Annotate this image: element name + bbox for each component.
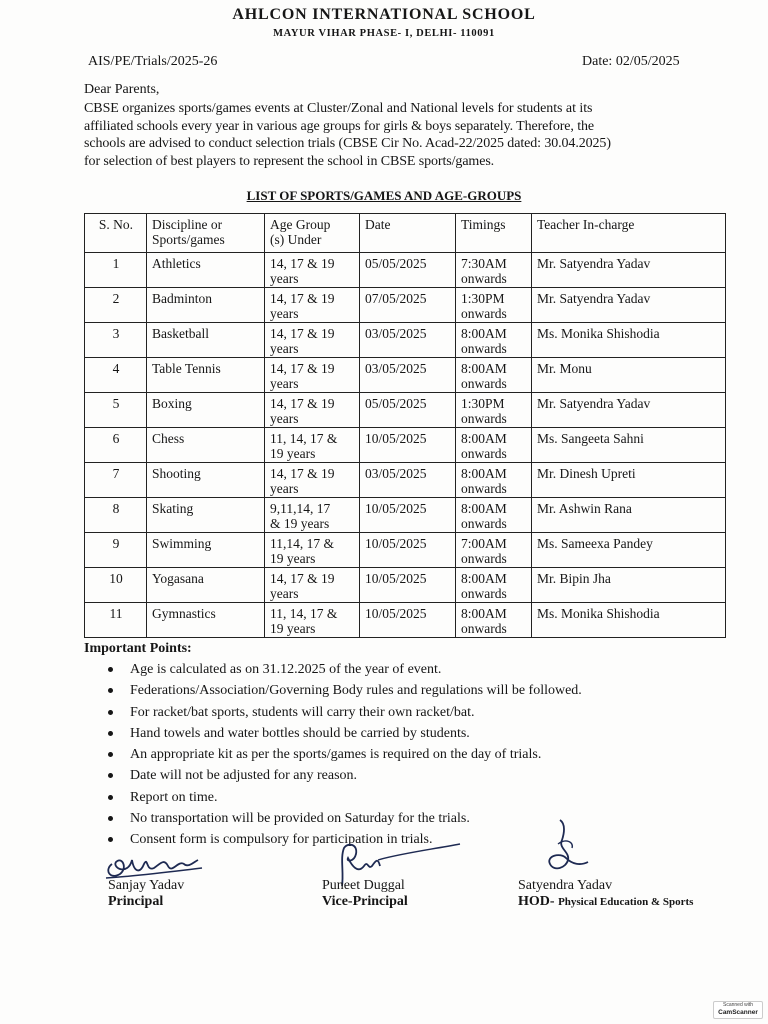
cell-age: [265, 498, 360, 533]
important-points-list: [108, 659, 582, 851]
time-line: 8:00AM: [461, 571, 507, 586]
header-sno: S. No.: [85, 214, 147, 253]
body-paragraph: [84, 100, 710, 170]
cell-date: 03/05/2025: [360, 323, 456, 358]
cell-discipline: Athletics: [147, 253, 265, 288]
list-item: Report on time.: [108, 787, 582, 808]
table-row: [85, 428, 726, 463]
header-discipline-line: Discipline or: [152, 217, 223, 232]
signatory-title: Principal: [108, 894, 164, 909]
age-line: 11, 14, 17 &: [270, 606, 338, 621]
table-row: [85, 288, 726, 323]
cell-timings: [456, 568, 532, 603]
cell-discipline: Gymnastics: [147, 603, 265, 638]
age-line: years: [270, 341, 299, 356]
age-line: years: [270, 271, 299, 286]
age-line: 11,14, 17 &: [270, 536, 334, 551]
signatory-name: Sanjay Yadav: [108, 878, 185, 893]
age-line: 14, 17 & 19: [270, 571, 335, 586]
scanner-brand: CamScanner: [718, 1009, 758, 1016]
document-date: Date: 02/05/2025: [582, 54, 680, 69]
age-line: 19 years: [270, 551, 316, 566]
time-line: 8:00AM: [461, 361, 507, 376]
time-line: 7:00AM: [461, 536, 507, 551]
cell-sno: 11: [85, 603, 147, 638]
cell-teacher: Mr. Satyendra Yadav: [532, 288, 726, 323]
scanner-watermark: [713, 1001, 763, 1019]
cell-age: [265, 323, 360, 358]
time-line: onwards: [461, 586, 507, 601]
age-line: & 19 years: [270, 516, 330, 531]
school-address: MAYUR VIHAR PHASE- I, DELHI- 110091: [273, 28, 495, 39]
header-discipline-line: Sports/games: [152, 232, 225, 247]
time-line: 8:00AM: [461, 326, 507, 341]
cell-discipline: Basketball: [147, 323, 265, 358]
list-item: Consent form is compulsory for participation in trials.: [108, 829, 582, 850]
time-line: onwards: [461, 411, 507, 426]
cell-discipline: Boxing: [147, 393, 265, 428]
time-line: onwards: [461, 481, 507, 496]
header-age-line: Age Group: [270, 217, 331, 232]
age-line: years: [270, 481, 299, 496]
time-line: 7:30AM: [461, 256, 507, 271]
cell-timings: [456, 603, 532, 638]
cell-discipline: Chess: [147, 428, 265, 463]
cell-teacher: Mr. Satyendra Yadav: [532, 253, 726, 288]
body-line: CBSE organizes sports/games events at Cluster/Zonal and National levels for students at its: [84, 101, 593, 116]
cell-age: [265, 463, 360, 498]
table-row: [85, 568, 726, 603]
reference-number: AIS/PE/Trials/2025-26: [88, 54, 218, 69]
cell-age: [265, 253, 360, 288]
age-line: 11, 14, 17 &: [270, 431, 338, 446]
table-row: [85, 463, 726, 498]
cell-date: 03/05/2025: [360, 358, 456, 393]
age-line: 14, 17 & 19: [270, 256, 335, 271]
cell-timings: [456, 463, 532, 498]
time-line: 8:00AM: [461, 431, 507, 446]
cell-discipline: Table Tennis: [147, 358, 265, 393]
list-item: For racket/bat sports, students will carry their own racket/bat.: [108, 702, 582, 723]
cell-date: 03/05/2025: [360, 463, 456, 498]
list-item: Date will not be adjusted for any reason.: [108, 765, 582, 786]
cell-date: 10/05/2025: [360, 498, 456, 533]
cell-sno: 7: [85, 463, 147, 498]
school-name: AHLCON INTERNATIONAL SCHOOL: [232, 6, 536, 23]
cell-sno: 6: [85, 428, 147, 463]
time-line: onwards: [461, 621, 507, 636]
header-discipline: [147, 214, 265, 253]
age-line: years: [270, 586, 299, 601]
cell-sno: 5: [85, 393, 147, 428]
cell-timings: [456, 498, 532, 533]
cell-timings: [456, 393, 532, 428]
header-age-group: [265, 214, 360, 253]
cell-discipline: Skating: [147, 498, 265, 533]
age-line: 9,11,14, 17: [270, 501, 331, 516]
body-line: affiliated schools every year in various age groups for girls & boys separately. Therefore, the: [84, 118, 595, 134]
time-line: 8:00AM: [461, 606, 507, 621]
list-item: Federations/Association/Governing Body rules and regulations will be followed.: [108, 680, 582, 701]
cell-age: [265, 603, 360, 638]
cell-discipline: Swimming: [147, 533, 265, 568]
cell-teacher: Mr. Monu: [532, 358, 726, 393]
signatory-name: Puneet Duggal: [322, 878, 405, 893]
cell-sno: 3: [85, 323, 147, 358]
table-row: [85, 358, 726, 393]
signatory-principal: [108, 878, 184, 910]
age-line: 14, 17 & 19: [270, 326, 335, 341]
cell-date: 10/05/2025: [360, 603, 456, 638]
cell-date: 05/05/2025: [360, 393, 456, 428]
hod-signature-icon: [536, 816, 596, 878]
cell-sno: 2: [85, 288, 147, 323]
signatory-title: HOD-: [518, 894, 555, 909]
cell-sno: 1: [85, 253, 147, 288]
table-row: [85, 603, 726, 638]
time-line: onwards: [461, 306, 507, 321]
time-line: onwards: [461, 271, 507, 286]
table-row: [85, 533, 726, 568]
cell-date: 05/05/2025: [360, 253, 456, 288]
list-item: An appropriate kit as per the sports/games is required on the day of trials.: [108, 744, 582, 765]
cell-teacher: Mr. Dinesh Upreti: [532, 463, 726, 498]
signatory-title-line: [518, 894, 693, 910]
cell-teacher: Ms. Monika Shishodia: [532, 603, 726, 638]
list-title: LIST OF SPORTS/GAMES AND AGE-GROUPS: [246, 188, 522, 203]
cell-age: [265, 568, 360, 603]
list-item: Hand towels and water bottles should be carried by students.: [108, 723, 582, 744]
age-line: 19 years: [270, 621, 316, 636]
list-item: No transportation will be provided on Saturday for the trials.: [108, 808, 582, 829]
cell-date: 10/05/2025: [360, 533, 456, 568]
cell-date: 10/05/2025: [360, 568, 456, 603]
signatory-hod: [518, 878, 693, 910]
time-line: 1:30PM: [461, 291, 505, 306]
age-line: 14, 17 & 19: [270, 466, 335, 481]
header-teacher: Teacher In-charge: [532, 214, 726, 253]
age-line: years: [270, 411, 299, 426]
body-line: schools are advised to conduct selection trials (CBSE Cir No. Acad-22/2025 dated: 30.04.2025): [84, 136, 611, 151]
time-line: onwards: [461, 516, 507, 531]
cell-sno: 8: [85, 498, 147, 533]
body-line: for selection of best players to represent the school in CBSE sports/games.: [84, 153, 495, 169]
important-points-title: Important Points:: [84, 641, 192, 656]
scanner-line: Scanned with: [722, 1002, 754, 1008]
time-line: onwards: [461, 446, 507, 461]
signatory-title: Vice-Principal: [322, 894, 408, 909]
cell-timings: [456, 428, 532, 463]
cell-discipline: Shooting: [147, 463, 265, 498]
cell-teacher: Ms. Sameexa Pandey: [532, 533, 726, 568]
cell-teacher: Mr. Ashwin Rana: [532, 498, 726, 533]
age-line: 19 years: [270, 446, 316, 461]
table-row: [85, 323, 726, 358]
time-line: onwards: [461, 341, 507, 356]
age-line: years: [270, 376, 299, 391]
signatory-department: Physical Education & Sports: [558, 896, 694, 908]
list-item: Age is calculated as on 31.12.2025 of the year of event.: [108, 659, 582, 680]
cell-timings: [456, 253, 532, 288]
cell-age: [265, 428, 360, 463]
cell-sno: 4: [85, 358, 147, 393]
time-line: onwards: [461, 551, 507, 566]
cell-sno: 10: [85, 568, 147, 603]
age-line: 14, 17 & 19: [270, 291, 335, 306]
header-age-line: (s) Under: [270, 232, 322, 247]
age-line: years: [270, 306, 299, 321]
signatory-vice-principal: [322, 878, 408, 910]
cell-age: [265, 288, 360, 323]
cell-timings: [456, 533, 532, 568]
salutation: Dear Parents,: [84, 82, 160, 97]
cell-teacher: Mr. Satyendra Yadav: [532, 393, 726, 428]
cell-age: [265, 393, 360, 428]
cell-timings: [456, 288, 532, 323]
table-row: [85, 253, 726, 288]
table-header-row: [85, 214, 726, 253]
cell-timings: [456, 358, 532, 393]
time-line: 1:30PM: [461, 396, 505, 411]
cell-sno: 9: [85, 533, 147, 568]
cell-teacher: Mr. Bipin Jha: [532, 568, 726, 603]
cell-timings: [456, 323, 532, 358]
header-date: Date: [360, 214, 456, 253]
age-line: 14, 17 & 19: [270, 361, 335, 376]
time-line: onwards: [461, 376, 507, 391]
time-line: 8:00AM: [461, 501, 507, 516]
sports-table: [84, 213, 726, 638]
cell-date: 07/05/2025: [360, 288, 456, 323]
cell-age: [265, 358, 360, 393]
cell-discipline: Yogasana: [147, 568, 265, 603]
table-row: [85, 498, 726, 533]
cell-teacher: Ms. Sangeeta Sahni: [532, 428, 726, 463]
cell-age: [265, 533, 360, 568]
signatory-name: Satyendra Yadav: [518, 878, 613, 893]
age-line: 14, 17 & 19: [270, 396, 335, 411]
cell-date: 10/05/2025: [360, 428, 456, 463]
cell-teacher: Ms. Monika Shishodia: [532, 323, 726, 358]
cell-discipline: Badminton: [147, 288, 265, 323]
table-row: [85, 393, 726, 428]
header-timings: Timings: [456, 214, 532, 253]
time-line: 8:00AM: [461, 466, 507, 481]
